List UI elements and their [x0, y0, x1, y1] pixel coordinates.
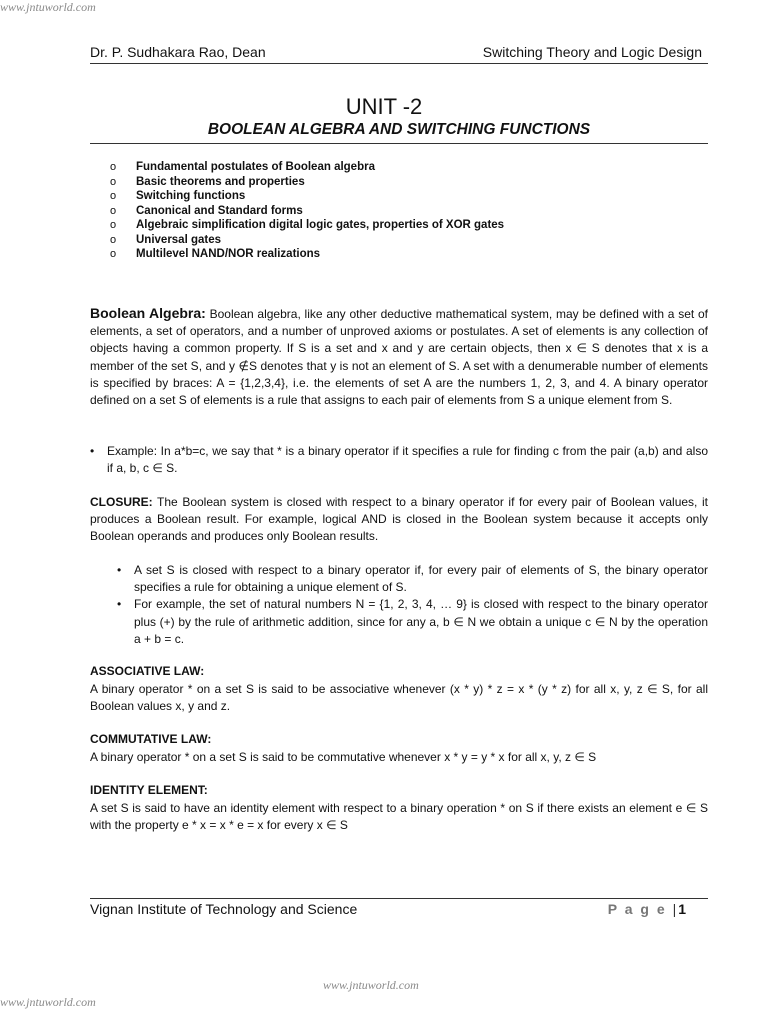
commutative-heading: COMMUTATIVE LAW: [90, 732, 212, 746]
topic-label: Universal gates [136, 233, 222, 246]
boolean-algebra-heading: Boolean Algebra: [90, 305, 206, 321]
bullet-icon: • [90, 444, 95, 458]
closure-item-text: For example, the set of natural numbers N = {1, 2, 3, 4, … 9} is closed with respect to the binary operator plus (+) by the rule of arithmetic addition, since for any a, b ∈ N we obtain a unique c ∈ N by the operation a + b = c. [134, 597, 708, 646]
closure-item [117, 596, 708, 648]
closure-text: The Boolean system is closed with respect to a binary operator if for every pair of Boolean values, it produces a Boolean result. For example, logical AND is closed in the Boolean system because it accepts only Boolean operands and produces only Boolean results. [90, 495, 708, 544]
topic-item [110, 189, 504, 204]
topic-item [110, 204, 504, 219]
topic-item [110, 175, 504, 190]
identity-heading: IDENTITY ELEMENT: [90, 783, 208, 797]
boolean-algebra-paragraph [90, 305, 708, 409]
closure-heading: CLOSURE: [90, 495, 153, 509]
page-header [90, 42, 708, 64]
bullet-icon: • [117, 597, 122, 612]
circle-bullet-icon: o [110, 161, 117, 173]
page-number: 1 [678, 901, 686, 917]
circle-bullet-icon: o [110, 204, 117, 217]
page-separator: | [672, 901, 677, 917]
topic-item [110, 160, 504, 175]
closure-item-text: A set S is closed with respect to a binary operator if, for every pair of elements of S, the binary operator specifies a rule for obtaining a unique element of S. [134, 563, 708, 595]
bullet-icon: • [117, 563, 122, 577]
commutative-text: A binary operator * on a set S is said to be commutative whenever x * y = y * x for all x, y, z ∈ S [90, 750, 597, 764]
circle-bullet-icon: o [110, 233, 117, 246]
footer-institute: Vignan Institute of Technology and Science [90, 901, 358, 917]
topic-label: Basic theorems and properties [136, 175, 305, 188]
topic-list [110, 160, 504, 262]
boolean-algebra-text: Boolean algebra, like any other deductive mathematical system, may be defined with a set of elements, a set of operators, and a number of unproved axioms or postulates. A set of elements is any collection of objects having a common property. If S is a set and x and y are certain objects, then x ∈ S denotes that x is a member of the set S, and y ∉S denotes that y is not an element of S. A set with a denumerable number of elements is specified by braces: A = {1,2,3,4}, i.e. the elements of set A are the numbers 1, 2, 3, and 4. A binary operator defined on a set S of elements is a rule that assigns to each pair of elements from S a unique element from S. [90, 307, 708, 408]
page-footer [90, 898, 708, 921]
closure-list [117, 562, 708, 648]
watermark-top: www.jntuworld.com [0, 0, 96, 14]
circle-bullet-icon: o [110, 248, 117, 260]
associative-text: A binary operator * on a set S is said to be associative whenever (x * y) * z = x * (y * z) for all x, y, z ∈ S, for all Boolean values x, y and z. [90, 682, 708, 714]
watermark-bottom-center: www.jntuworld.com [323, 978, 419, 992]
example-list [90, 443, 708, 477]
closure-paragraph [90, 494, 708, 546]
topic-item [110, 218, 504, 233]
topic-label: Multilevel NAND/NOR realizations [136, 248, 321, 260]
circle-bullet-icon: o [110, 219, 117, 231]
unit-title: UNIT -2 [345, 94, 423, 119]
watermark-bottom-left: www.jntuworld.com [0, 995, 96, 1009]
topic-item [110, 247, 504, 262]
example-item [90, 443, 708, 477]
topic-item [110, 233, 504, 248]
identity-text: A set S is said to have an identity element with respect to a binary operation * on S if there exists an element e ∈ S with the property e * x = x * e = x for every x ∈ S [90, 801, 708, 833]
circle-bullet-icon: o [110, 190, 117, 202]
page-label: P a g e [607, 901, 667, 917]
topic-label: Canonical and Standard forms [136, 204, 303, 217]
topic-label: Switching functions [136, 190, 246, 202]
footer-page [608, 901, 686, 917]
circle-bullet-icon: o [110, 175, 117, 188]
header-subject: Switching Theory and Logic Design [482, 44, 702, 60]
unit-subtitle: BOOLEAN ALGEBRA AND SWITCHING FUNCTIONS [90, 121, 708, 144]
example-text: Example: In a*b=c, we say that * is a binary operator if it specifies a rule for finding c from the pair (a,b) and also if a, b, c ∈ S. [107, 444, 708, 476]
header-author: Dr. P. Sudhakara Rao, Dean [90, 44, 266, 60]
associative-heading: ASSOCIATIVE LAW: [90, 664, 205, 678]
topic-label: Algebraic simplification digital logic gates, properties of XOR gates [136, 219, 505, 231]
topic-label: Fundamental postulates of Boolean algebra [136, 161, 375, 173]
closure-item [117, 562, 708, 596]
